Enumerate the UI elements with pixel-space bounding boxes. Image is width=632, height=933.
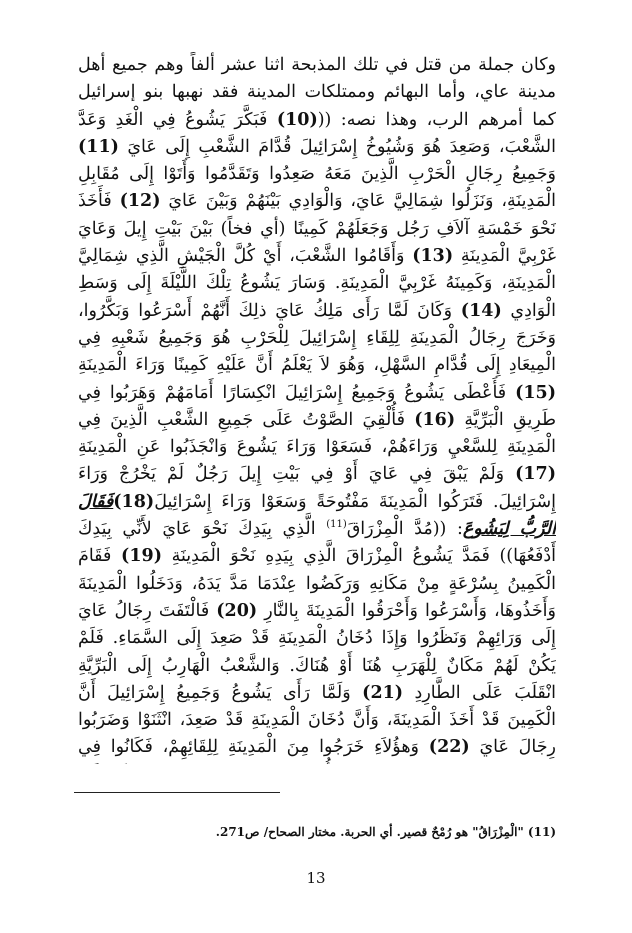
verse-number: (22) [428,737,470,758]
verse-number: (15) [515,382,556,403]
verse-text: فَالْتَفَتَ رِجَالُ عَايَ إِلَى وَرَائِهِمْ وَنَظَرُوا وَإِذَا دُخَانُ الْمَدِينَةِ قَدْ صَعِدَ إِلَى السَّمَاءِ. فَلَمْ يَكُنْ لَهُمْ مَكَانٌ لِلْهَرَبِ هُنَا أَوْ هُنَاكَ. وَالشَّعْبُ الْهَارِبُ إِلَى الْبَرِّيَّةِ انْقَلَبَ عَلَى الطَّارِدِ [78,600,556,703]
verse-text: الَّذِي بِيَدِكَ نَحْوَ عَايَ لأَنِّي بِيَدِكَ أَدْفَعُهَا)) فَمَدَّ يَشُوعُ الْمِزْرَاقَ الَّذِي بِيَدِهِ نَحْوَ الْمَدِينَةِ [78,519,556,567]
verse-number: (20) [216,600,258,621]
verse-text: وَأَقَامُوا الشَّعْبَ، أَيْ كُلَّ الْجَيْشِ الَّذِي شِمَالِيَّ الْمَدِينَةِ، وَكَمِينَهُ غَرْبِيَّ الْمَدِينَةِ. وَسَارَ يَشُوعُ تِلْكَ اللَّيْلَةَ إِلَى وَسَطِ الْوَادِي [78,246,556,321]
verse-number: (18) [113,491,155,512]
verse-number: (16) [414,409,456,430]
footnote-text: "الْمِزْرَاقُ" هو رُمْحٌ قصير. أي الحربة. مختار الصحاح/ ص271. [215,825,528,839]
verse-text: : ((مُدَّ الْمِزْرَاقَ [346,519,463,540]
verse-number: (19) [121,546,162,567]
verse-number: (11) [78,136,119,157]
page-number: 13 [306,869,326,887]
emphasized-verse-text: فَقَالَ الرَّبُّ لِيَشُوعَ [78,491,556,540]
verse-text: فَقَامَ الْكَمِينُ بِسُرْعَةٍ مِنْ مَكَانِهِ وَرَكَضُوا عِنْدَمَا مَدَّ يَدَهُ، وَدَخَلُوا الْمَدِينَةَ وَأَخَذُوهَا، وَأَسْرَعُوا وَأَحْرَقُوا الْمَدِينَةَ بِالنَّارِ [78,546,556,621]
footnote-reference[interactable]: (11) [326,519,347,531]
verse-text: وَهؤُلاَءِ خَرَجُوا مِنَ الْمَدِينَةِ لِلِقَائِهِمْ، فَكَانُوا فِي [78,737,420,758]
verse-number: (17) [515,464,556,485]
verse-text: فَأَخَذَ نَحْوَ خَمْسَةِ آلاَفِ رَجُل وَجَعَلَهُمْ كَمِينًا (أي فخاً) بَيْنَ بَيْتِ إِيلَ وَعَايَ غَرْبِيَّ الْمَدِينَةِ [78,191,556,267]
verse-text: وَكَانَ لَمَّا رَأَى مَلِكُ عَايَ ذلِكَ أَنَّهُمْ أَسْرَعُوا وَبَكَّرُوا، وَخَرَجَ رِجَالُ الْمَدِينَةِ لِلِقَاءِ إِسْرَائِيلَ لِلْحَرْبِ هُوَ وَجَمِيعُ شَعْبِهِ فِي الْمِيعَادِ إِلَى قُدَّامِ السَّهْلِ، وَهُوَ لاَ يَعْلَمُ أَنَّ عَلَيْهِ كَمِينًا وَرَاءَ الْمَدِينَةِ [78,300,556,376]
body-text [78,52,556,764]
verse-text: وَلَمَّا رَأَى يَشُوعُ وَجَمِيعُ إِسْرَائِيلَ أَنَّ الْكَمِينَ قَدْ أَخَذَ الْمَدِينَةَ، وَأَنَّ دُخَانَ الْمَدِينَةِ قَدْ صَعِدَ، انْثَنَوْا وَضَرَبُوا رِجَالَ عَايَ [78,682,556,758]
verse-number: (21) [362,682,404,703]
footnote-separator [74,792,280,793]
footnote-marker: (11) [527,825,556,839]
verse-number: (13) [412,246,454,267]
paragraph-intro: وكان جملة من قتل في تلك المذبحة اثنا عشر ألفاً وهم جميع أهل مدينة عاي، وأما البهائم وممتلكات المدينة فقد نهبها بنو إسرائيل كما أمرهم الرب، وهذا نصه: (( [78,55,556,130]
verse-text: فَبَكَّرَ يَشُوعُ فِي الْغَدِ وَعَدَّ الشَّعْبَ، وَصَعِدَ هُوَ وَشُيُوخُ إِسْرَائِيلَ قُدَّامَ الشَّعْبِ إِلَى عَايَ [78,109,556,157]
footnote [78,824,556,840]
verse-text: فَأَعْطَى يَشُوعُ وَجَمِيعُ إِسْرَائِيلَ انْكِسَارًا أَمَامَهُمْ وَهَرَبُوا فِي طَرِيقِ الْبَرِّيَّةِ [78,382,556,430]
verse-text: فَأُلْقِيَ الصَّوْتُ عَلَى جَمِيعِ الشَّعْبِ الَّذِينَ فِي الْمَدِينَةِ لِلسَّعْيِ وَرَاءَهُمْ، فَسَعَوْا وَرَاءَ يَشُوعَ وَانْجَذَبُوا عَنِ الْمَدِينَةِ [78,409,556,458]
verse-text: وَلَمْ يَبْقَ فِي عَايَ أَوْ فِي بَيْتِ إِيلَ رَجُلٌ لَمْ يَخْرُجْ وَرَاءَ إِسْرَائِيلَ. فَتَرَكُوا الْمَدِينَةَ مَفْتُوحَةً وَسَعَوْا وَرَاءَ إِسْرَائِيلَ [78,464,556,512]
verse-number: (10) [276,109,318,130]
verse-number: (14) [460,300,502,321]
verse-number: (12) [119,191,161,212]
verse-text: وَجَمِيعُ رِجَالِ الْحَرْبِ الَّذِينَ مَعَهُ صَعِدُوا وَتَقَدَّمُوا وَأَتَوْا إِلَى مُقَابِلِ الْمَدِينَةِ، وَنَزَلُوا شِمَالِيَّ عَايَ، وَالْوَادِي بَيْنَهُمْ وَبَيْنَ عَايَ [78,164,556,212]
